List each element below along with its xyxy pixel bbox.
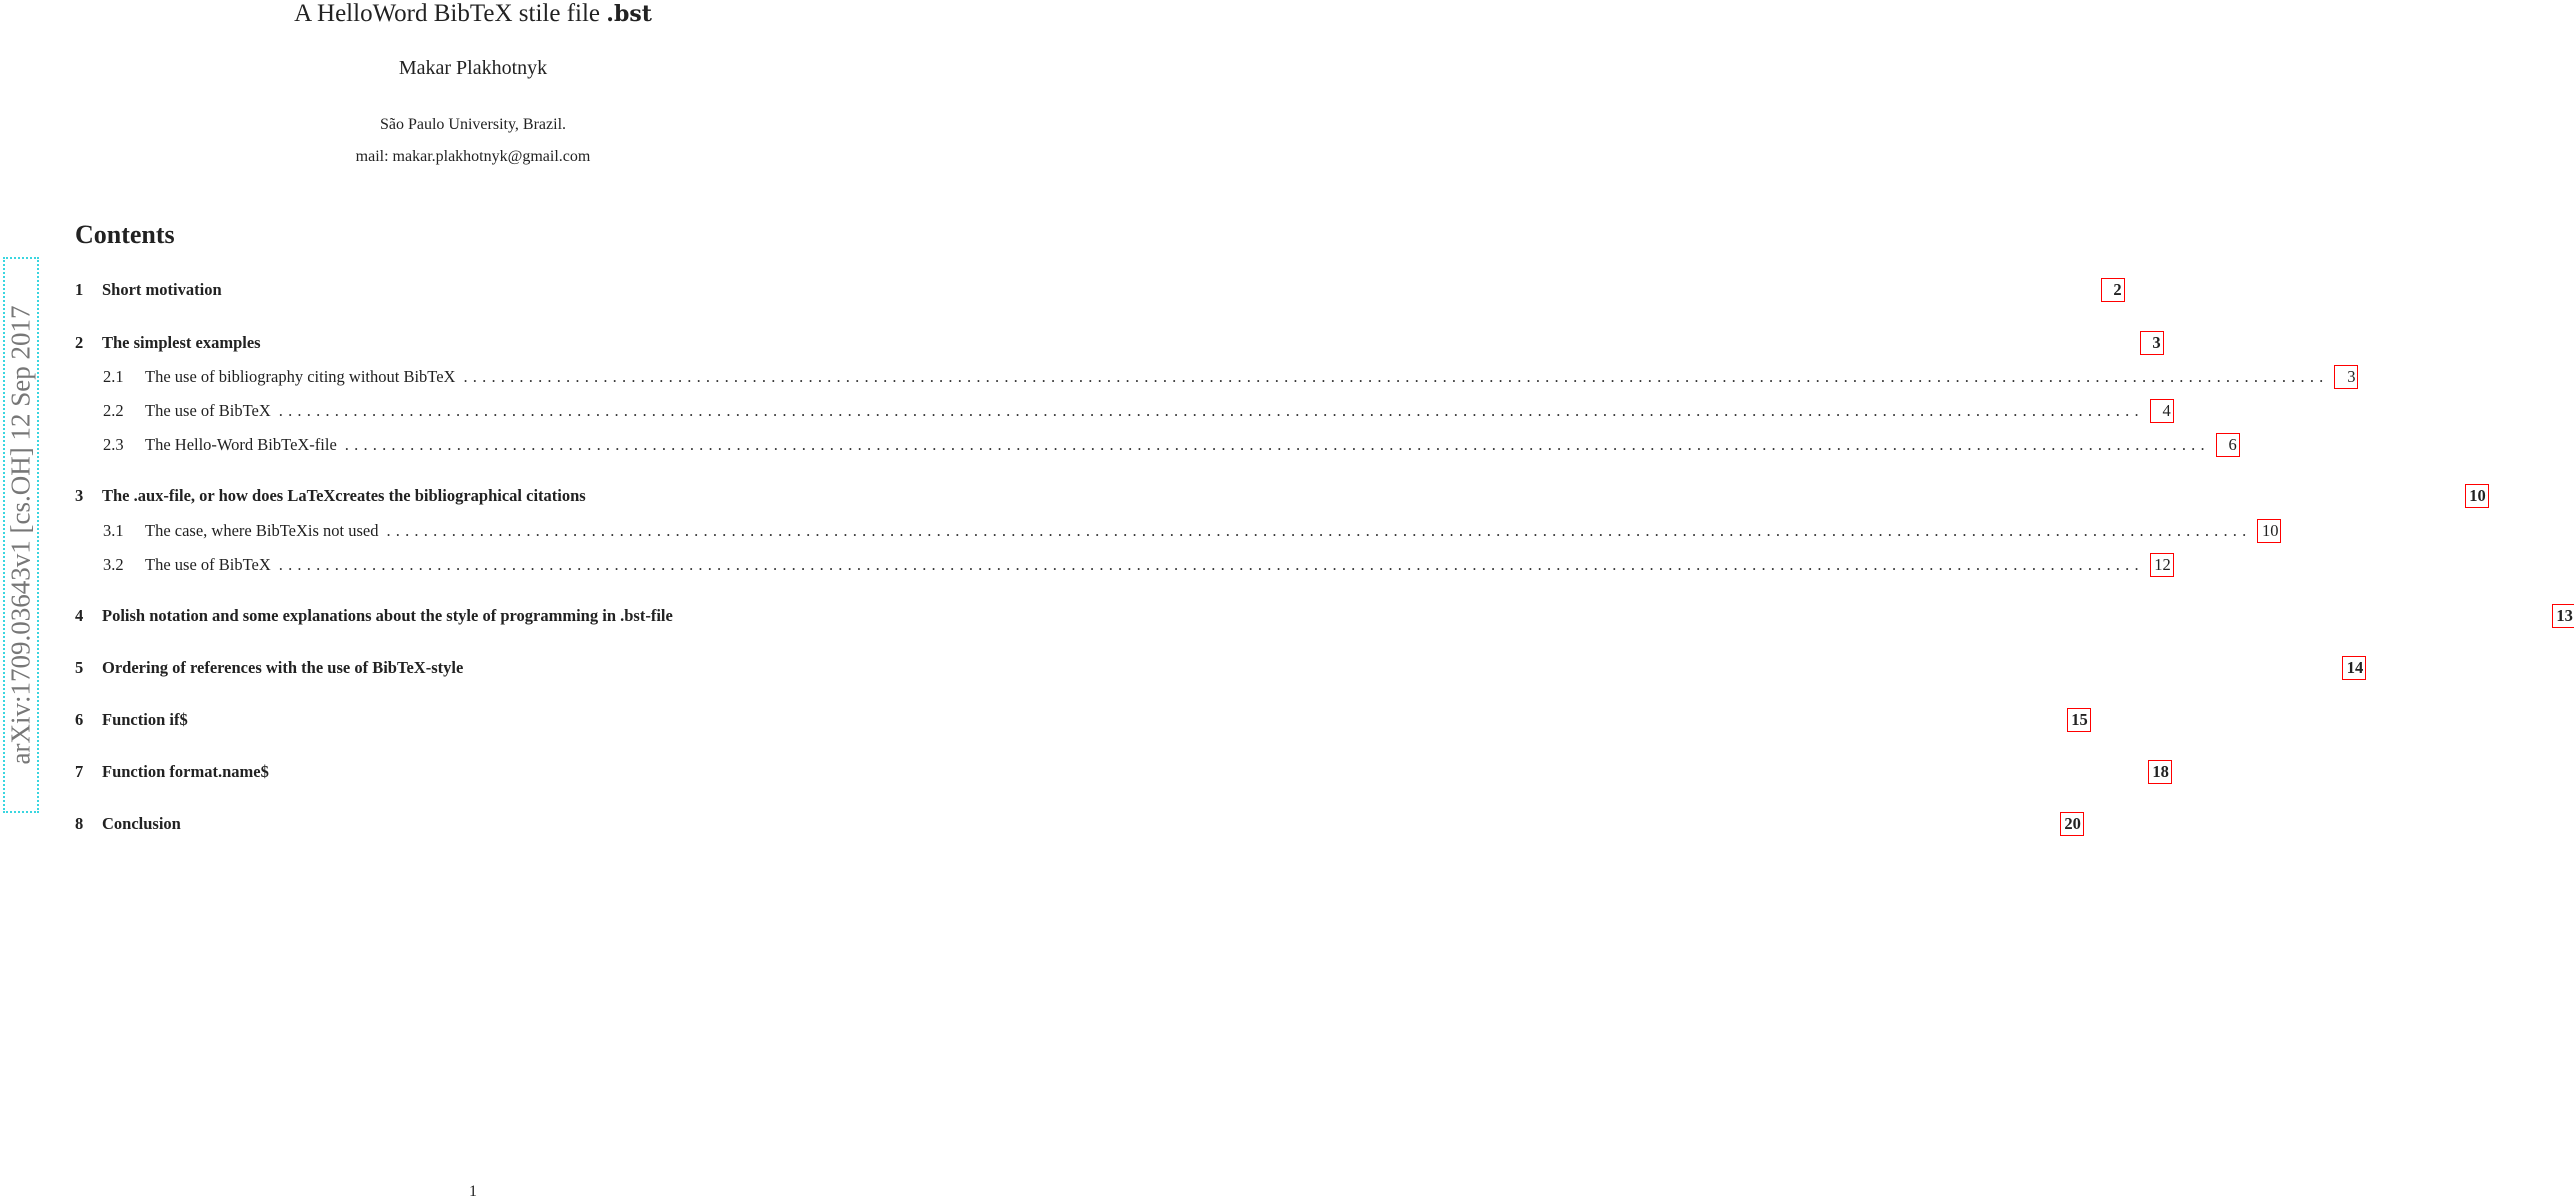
toc-page-link[interactable]: 14 bbox=[2344, 658, 2364, 678]
toc-number: 8 bbox=[75, 814, 84, 833]
toc-page-link[interactable]: 13 bbox=[2554, 606, 2574, 626]
toc-entry[interactable] bbox=[75, 658, 2364, 680]
toc-entry[interactable] bbox=[75, 606, 2573, 628]
arxiv-id: arXiv:1709.03643v1 [cs.OH] 12 Sep 2017 bbox=[5, 305, 36, 765]
toc-entry[interactable] bbox=[75, 521, 2279, 543]
page-number: 1 bbox=[469, 1183, 477, 1200]
toc-number: 2 bbox=[75, 333, 84, 352]
toc-entry[interactable] bbox=[75, 280, 2122, 302]
toc-entry[interactable] bbox=[75, 435, 2237, 457]
toc-page-link[interactable]: 3 bbox=[2336, 367, 2356, 387]
toc-entry[interactable] bbox=[75, 710, 2088, 732]
toc-title[interactable]: Function format.name$ bbox=[102, 762, 269, 781]
toc-entry[interactable] bbox=[75, 555, 2171, 577]
paper-title bbox=[0, 0, 946, 28]
title-text: A HelloWord BibTeX stile file bbox=[294, 0, 601, 27]
toc-leader: ........................................................................................................................................................................................................ bbox=[386, 521, 2252, 540]
toc-number: 3.1 bbox=[103, 521, 124, 540]
toc-title[interactable]: The .aux-file, or how does LaTeXcreates the bibliographical citations bbox=[102, 486, 586, 505]
toc-number: 6 bbox=[75, 710, 84, 729]
toc-entry[interactable] bbox=[75, 486, 2486, 508]
toc-number: 3 bbox=[75, 486, 84, 505]
author: Makar Plakhotnyk bbox=[398, 57, 548, 79]
toc-title[interactable]: The simplest examples bbox=[102, 333, 261, 352]
toc-leader: ........................................................................................................................................................................................................ bbox=[278, 401, 2144, 420]
toc-leader: ........................................................................................................................................................................................................ bbox=[344, 435, 2210, 454]
toc-page-link[interactable]: 6 bbox=[2218, 435, 2238, 455]
toc-number: 5 bbox=[75, 658, 84, 677]
toc-page-link[interactable]: 2 bbox=[2103, 280, 2123, 300]
arxiv-stamp bbox=[3, 257, 39, 813]
toc-title[interactable]: Polish notation and some explanations about the style of programming in .bst-file bbox=[102, 606, 673, 625]
toc-entry[interactable] bbox=[75, 762, 2169, 784]
title-bold: .bst bbox=[606, 1, 652, 27]
toc-number: 2.2 bbox=[103, 401, 124, 420]
toc-entry[interactable] bbox=[75, 333, 2161, 355]
toc-title[interactable]: Function if$ bbox=[102, 710, 188, 729]
contents-heading: Contents bbox=[75, 220, 175, 249]
toc-title[interactable]: The case, where BibTeXis not used bbox=[145, 521, 379, 540]
toc-entry[interactable] bbox=[75, 367, 2356, 389]
toc-page-link[interactable]: 20 bbox=[2062, 814, 2082, 834]
toc-number: 2.3 bbox=[103, 435, 124, 454]
toc-page-link[interactable]: 3 bbox=[2142, 333, 2162, 353]
toc-title[interactable]: The use of BibTeX bbox=[145, 555, 271, 574]
toc-page-link[interactable]: 15 bbox=[2069, 710, 2089, 730]
toc-leader: ........................................................................................................................................................................................................ bbox=[278, 555, 2144, 574]
toc-title[interactable]: Ordering of references with the use of BibTeX-style bbox=[102, 658, 464, 677]
toc-title[interactable]: The use of BibTeX bbox=[145, 401, 271, 420]
email: mail: makar.plakhotnyk@gmail.com bbox=[355, 148, 591, 165]
toc-number: 7 bbox=[75, 762, 84, 781]
toc-page-link[interactable]: 18 bbox=[2150, 762, 2170, 782]
toc-title[interactable]: The Hello-Word BibTeX-file bbox=[145, 435, 337, 454]
toc-title[interactable]: Short motivation bbox=[102, 280, 222, 299]
toc-title[interactable]: The use of bibliography citing without BibTeX bbox=[145, 367, 456, 386]
toc-entry[interactable] bbox=[75, 401, 2171, 423]
toc-page-link[interactable]: 10 bbox=[2259, 521, 2279, 541]
toc-page-link[interactable]: 10 bbox=[2467, 486, 2487, 506]
toc-entry[interactable] bbox=[75, 814, 2081, 836]
toc-number: 2.1 bbox=[103, 367, 124, 386]
toc-leader: ........................................................................................................................................................................................................ bbox=[463, 367, 2329, 386]
toc-number: 4 bbox=[75, 606, 84, 625]
affiliation: São Paulo University, Brazil. bbox=[379, 116, 567, 133]
toc-page-link[interactable]: 12 bbox=[2152, 555, 2172, 575]
toc-number: 3.2 bbox=[103, 555, 124, 574]
toc-number: 1 bbox=[75, 280, 84, 299]
toc-title[interactable]: Conclusion bbox=[102, 814, 181, 833]
toc-page-link[interactable]: 4 bbox=[2152, 401, 2172, 421]
